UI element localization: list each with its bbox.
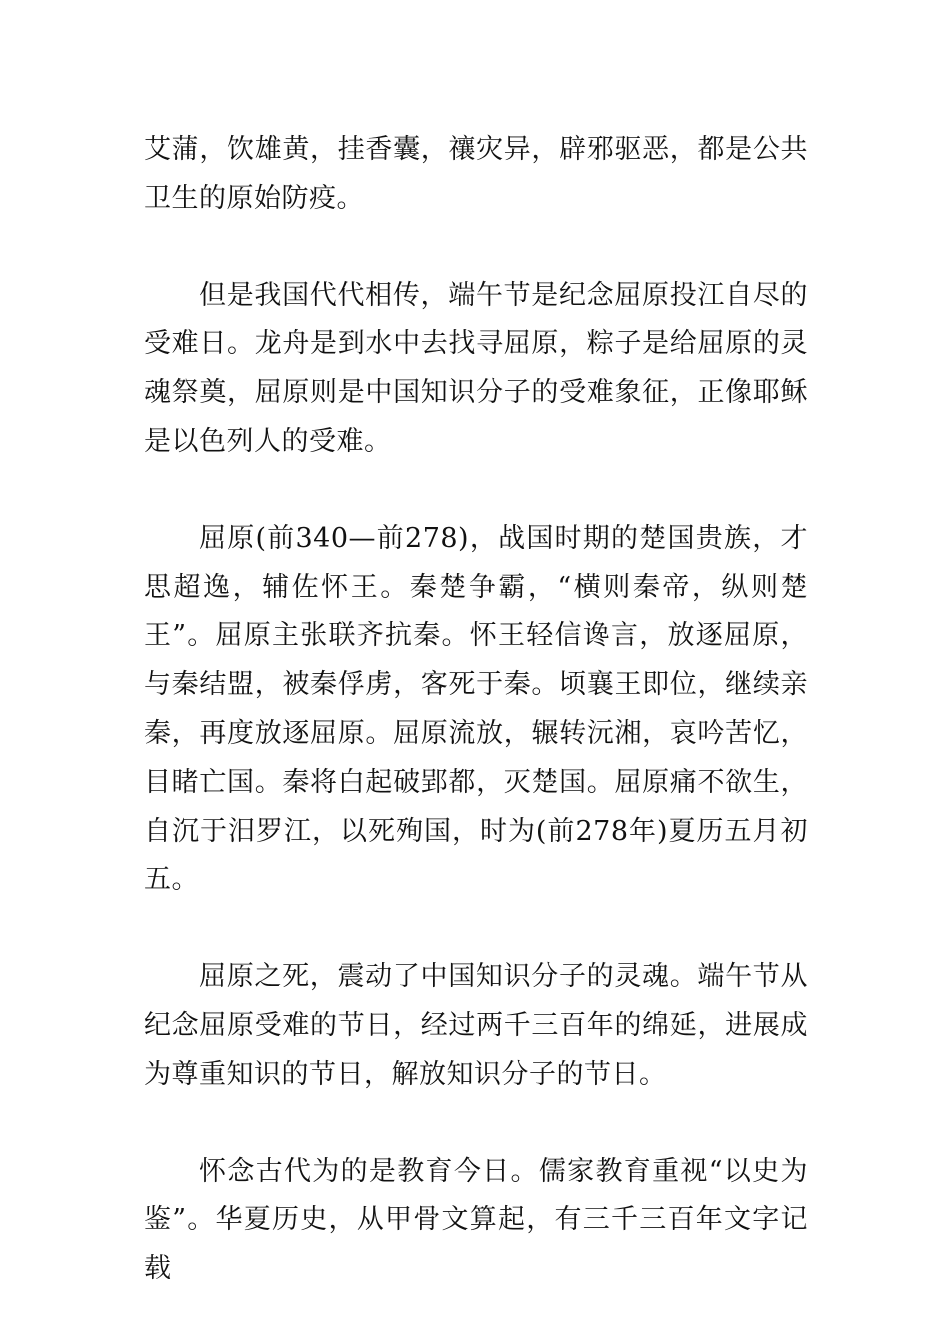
paragraph-qu-yuan-biography: 屈原(前340—前278)，战国时期的楚国贵族，才思超逸，辅佐怀王。秦楚争霸，“横则秦帝，纵则楚王”。屈原主张联齐抗秦。怀王轻信谗言，放逐屈原，与秦结盟，被秦俘虏，客死于秦。顷襄王即位，继续亲秦，再度放逐屈原。屈原流放，辗转沅湘，哀吟苦忆，目睹亡国。秦将白起破郢都，灭楚国。屈原痛不欲生，自沉于汨罗江，以死殉国，时为(前278年)夏历五月初五。 [144,522,808,896]
paragraph-epidemic-prevention: 艾蒲，饮雄黄，挂香囊，禳灾异，辟邪驱恶，都是公共卫生的原始防疫。 [144,134,808,214]
paragraph-history-education: 怀念古代为的是教育今日。儒家教育重视“以史为鉴”。华夏历史，从甲骨文算起，有三千三百年文字记载 [144,1155,808,1285]
document-body [144,126,808,1294]
paragraph-festival-meaning: 屈原之死，震动了中国知识分子的灵魂。端午节从纪念屈原受难的节日，经过两千三百年的绵延，进展成为尊重知识的节日，解放知识分子的节日。 [144,961,808,1090]
paragraph-qu-yuan-commemoration: 但是我国代代相传，端午节是纪念屈原投江自尽的受难日。龙舟是到水中去找寻屈原，粽子是给屈原的灵魂祭奠，屈原则是中国知识分子的受难象征，正像耶稣是以色列人的受难。 [144,279,808,457]
